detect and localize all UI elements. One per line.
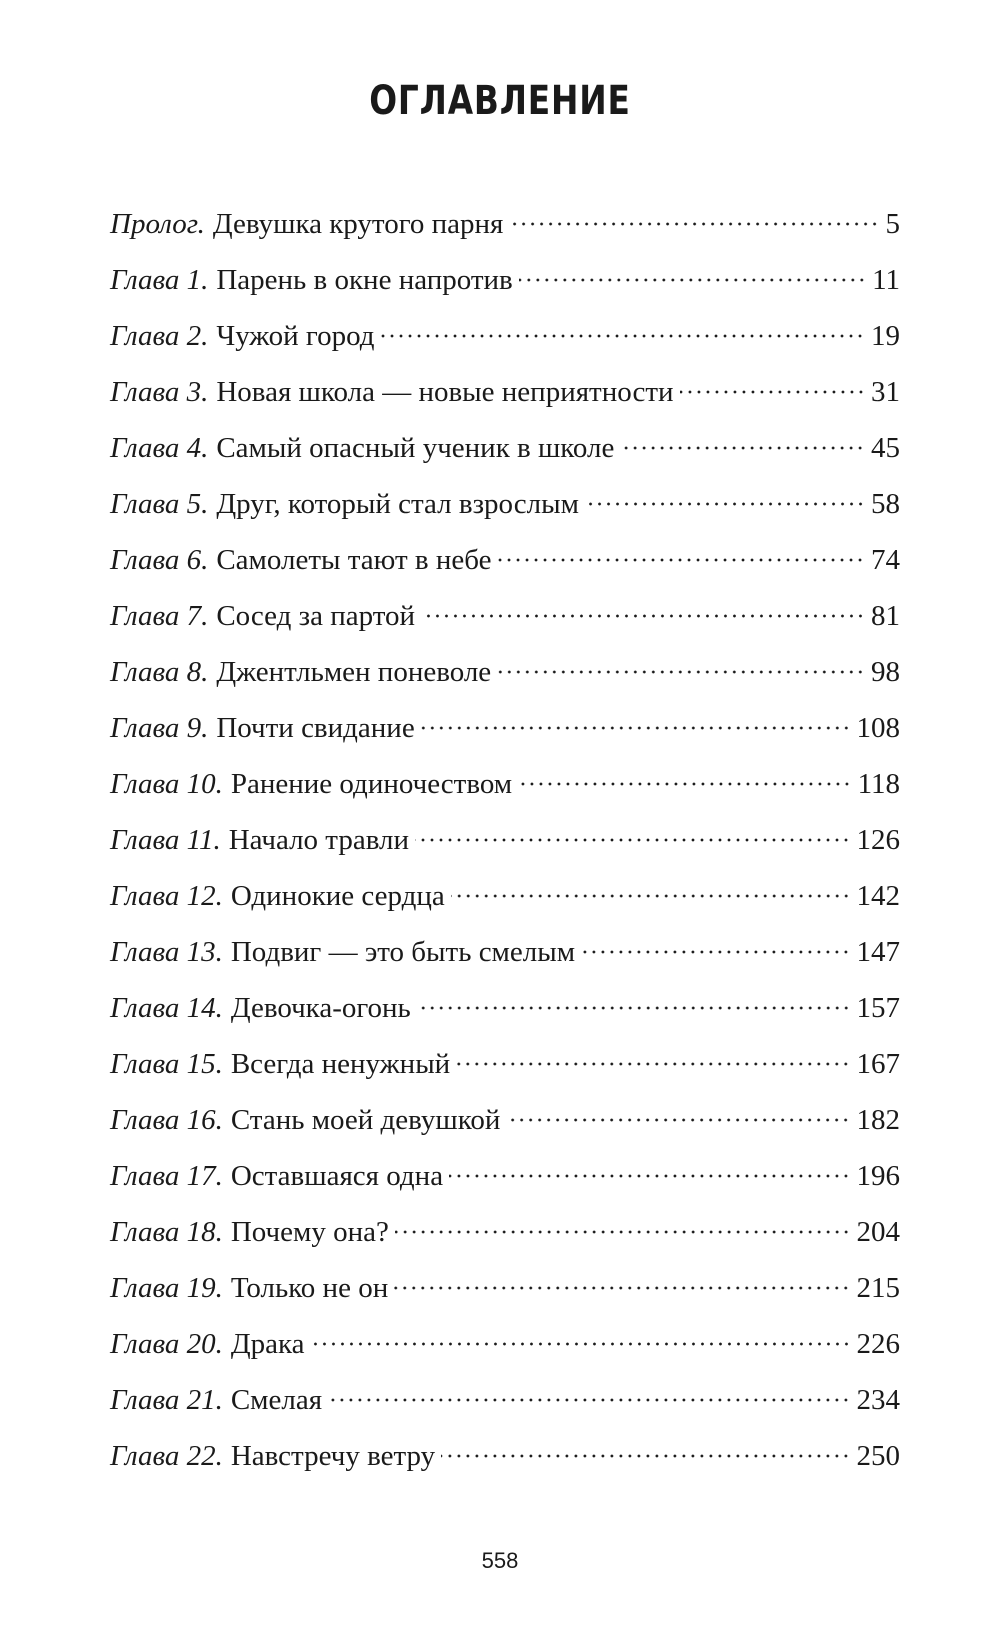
chapter-title: Джентльмен поневоле xyxy=(216,656,492,688)
chapter-title: Ранение одиночеством xyxy=(230,768,513,800)
chapter-title: Одинокие сердца xyxy=(230,880,445,912)
page-number: 11 xyxy=(872,264,900,296)
toc-entry[interactable] xyxy=(110,820,900,876)
toc-entry[interactable] xyxy=(110,652,900,708)
chapter-title: Парень в окне напротив xyxy=(216,264,513,296)
chapter-title: Драка xyxy=(230,1328,305,1360)
chapter-title: Новая школа — новые неприятности xyxy=(216,376,674,408)
page-number: 45 xyxy=(871,432,900,464)
chapter-label: Глава 1. xyxy=(110,264,209,296)
toc-entry[interactable] xyxy=(110,1268,900,1324)
toc-entry[interactable] xyxy=(110,1212,900,1268)
chapter-label: Глава 20. xyxy=(110,1328,223,1360)
toc-entry[interactable] xyxy=(110,1156,900,1212)
dot-leader xyxy=(380,333,865,339)
chapter-title: Самый опасный ученик в школе xyxy=(216,432,615,464)
chapter-title: Оставшаяся одна xyxy=(230,1160,444,1192)
toc-entry[interactable] xyxy=(110,1324,900,1380)
page-number: 81 xyxy=(871,600,900,632)
chapter-title: Девочка-огонь xyxy=(230,992,411,1024)
dot-leader xyxy=(394,1285,850,1291)
dot-leader xyxy=(518,781,851,787)
chapter-label: Глава 4. xyxy=(110,432,209,464)
dot-leader xyxy=(449,1173,850,1179)
page-number: 167 xyxy=(856,1048,900,1080)
page-number: 234 xyxy=(856,1384,900,1416)
chapter-label: Глава 11. xyxy=(110,824,221,856)
chapter-label: Глава 12. xyxy=(110,880,223,912)
chapter-label: Глава 9. xyxy=(110,712,209,744)
dot-leader xyxy=(417,1005,851,1011)
chapter-label: Глава 7. xyxy=(110,600,209,632)
dot-leader xyxy=(585,501,865,507)
toc-entry[interactable] xyxy=(110,876,900,932)
toc-entry[interactable] xyxy=(110,316,900,372)
chapter-label: Глава 19. xyxy=(110,1272,223,1304)
dot-leader xyxy=(421,725,851,731)
page-title: ОГЛАВЛЕНИЕ xyxy=(369,78,631,124)
dot-leader xyxy=(680,389,865,395)
toc-entry[interactable] xyxy=(110,428,900,484)
dot-leader xyxy=(451,893,851,899)
toc-entry[interactable] xyxy=(110,988,900,1044)
chapter-label: Глава 14. xyxy=(110,992,223,1024)
chapter-title: Подвиг — это быть смелым xyxy=(230,936,576,968)
chapter-label: Глава 5. xyxy=(110,488,209,520)
page-number: 215 xyxy=(856,1272,900,1304)
dot-leader xyxy=(456,1061,850,1067)
dot-leader xyxy=(497,669,865,675)
page-number: 147 xyxy=(856,936,900,968)
page-number: 118 xyxy=(857,768,900,800)
dot-leader xyxy=(441,1453,850,1459)
page-number: 31 xyxy=(871,376,900,408)
chapter-label: Глава 21. xyxy=(110,1384,223,1416)
chapter-label: Глава 13. xyxy=(110,936,223,968)
chapter-title: Стань моей девушкой xyxy=(230,1104,501,1136)
dot-leader xyxy=(328,1397,850,1403)
dot-leader xyxy=(581,949,850,955)
chapter-title: Сосед за партой xyxy=(216,600,416,632)
chapter-title: Друг, который стал взрослым xyxy=(216,488,579,520)
dot-leader xyxy=(421,613,865,619)
toc-entry[interactable] xyxy=(110,708,900,764)
page-number: 204 xyxy=(856,1216,900,1248)
dot-leader xyxy=(506,1117,850,1123)
dot-leader xyxy=(509,221,879,227)
toc-entry[interactable] xyxy=(110,204,900,260)
toc-entry[interactable] xyxy=(110,1436,900,1492)
toc-entry[interactable] xyxy=(110,1100,900,1156)
dot-leader xyxy=(311,1341,851,1347)
chapter-label: Глава 17. xyxy=(110,1160,223,1192)
chapter-title: Девушка крутого парня xyxy=(212,208,504,240)
toc-entry[interactable] xyxy=(110,1044,900,1100)
chapter-label: Глава 22. xyxy=(110,1440,223,1472)
chapter-title: Начало травли xyxy=(228,824,409,856)
chapter-label: Глава 15. xyxy=(110,1048,223,1080)
toc-entry[interactable] xyxy=(110,372,900,428)
chapter-label: Глава 10. xyxy=(110,768,223,800)
chapter-title: Только не он xyxy=(230,1272,389,1304)
chapter-title: Чужой город xyxy=(216,320,375,352)
chapter-label: Глава 6. xyxy=(110,544,209,576)
chapter-label: Пролог. xyxy=(110,208,205,240)
page-number: 126 xyxy=(856,824,900,856)
toc-entry[interactable] xyxy=(110,540,900,596)
toc-entry[interactable] xyxy=(110,484,900,540)
page-number: 196 xyxy=(856,1160,900,1192)
table-of-contents xyxy=(110,204,900,1492)
chapter-label: Глава 16. xyxy=(110,1104,223,1136)
dot-leader xyxy=(415,837,851,843)
page-number: 250 xyxy=(856,1440,900,1472)
toc-entry[interactable] xyxy=(110,764,900,820)
page-number: 226 xyxy=(856,1328,900,1360)
page-folio: 558 xyxy=(481,1548,519,1573)
chapter-title: Всегда ненужный xyxy=(230,1048,451,1080)
chapter-label: Глава 18. xyxy=(110,1216,223,1248)
chapter-title: Самолеты тают в небе xyxy=(216,544,492,576)
dot-leader xyxy=(497,557,865,563)
chapter-title: Почему она? xyxy=(230,1216,389,1248)
chapter-label: Глава 3. xyxy=(110,376,209,408)
chapter-label: Глава 2. xyxy=(110,320,209,352)
page-number: 157 xyxy=(856,992,900,1024)
page-number: 142 xyxy=(856,880,900,912)
page-number: 98 xyxy=(871,656,900,688)
page-number: 58 xyxy=(871,488,900,520)
page-number: 5 xyxy=(885,208,900,240)
page-number: 19 xyxy=(871,320,900,352)
page-number: 74 xyxy=(871,544,900,576)
dot-leader xyxy=(620,445,865,451)
dot-leader xyxy=(395,1229,851,1235)
chapter-title: Смелая xyxy=(230,1384,323,1416)
toc-entry[interactable] xyxy=(110,260,900,316)
page-number: 182 xyxy=(856,1104,900,1136)
page-number: 108 xyxy=(856,712,900,744)
dot-leader xyxy=(519,277,866,283)
chapter-title: Навстречу ветру xyxy=(230,1440,436,1472)
toc-entry[interactable] xyxy=(110,596,900,652)
toc-entry[interactable] xyxy=(110,1380,900,1436)
chapter-title: Почти свидание xyxy=(216,712,415,744)
chapter-label: Глава 8. xyxy=(110,656,209,688)
toc-entry[interactable] xyxy=(110,932,900,988)
